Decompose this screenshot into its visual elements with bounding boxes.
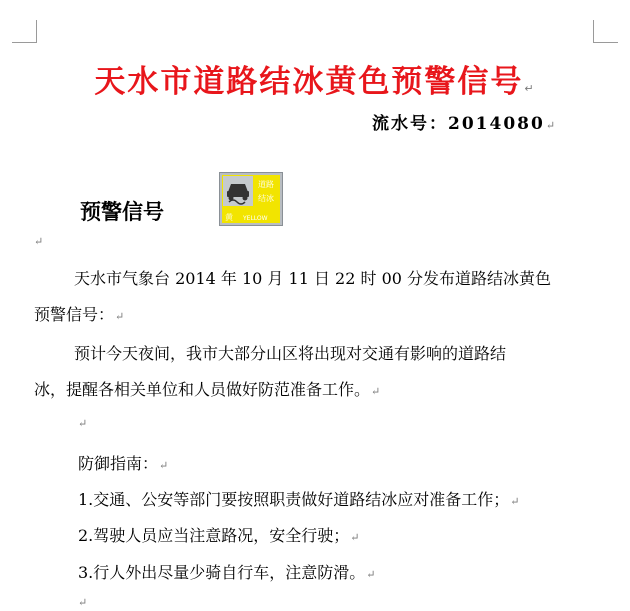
icon-text-bottom-left: 黄 (225, 213, 233, 222)
paragraph-mark: ↵ (115, 310, 125, 323)
paragraph-mark: ↵ (34, 235, 44, 248)
paragraph-mark: ↵ (159, 459, 169, 472)
paragraph-mark: ↵ (350, 531, 360, 544)
body-paragraph-1-line-1: 天水市气象台 2014 年 10 月 11 日 22 时 00 分发布道路结冰黄色 (74, 269, 552, 288)
crop-mark-top-right (593, 20, 618, 43)
guide-item-3: 3.行人外出尽量少骑自行车，注意防滑。↵ (78, 563, 376, 582)
body-paragraph-1-line-2: 预警信号：↵ (34, 305, 125, 324)
paragraph-mark: ↵ (510, 495, 520, 508)
paragraph-mark: ↵ (545, 119, 558, 132)
road-icing-yellow-warning-icon (219, 172, 283, 226)
signal-label: 预警信号 (80, 200, 164, 224)
serial-number: 流水号：2014080↵ (372, 114, 558, 134)
body-paragraph-2-line-1: 预计今天夜间，我市大部分山区将出现对交通有影响的道路结 (74, 344, 507, 363)
guide-item-1: 1.交通、公安等部门要按照职责做好道路结冰应对准备工作；↵ (78, 490, 520, 509)
document-title: 天水市道路结冰黄色预警信号↵ (94, 64, 536, 100)
paragraph-mark: ↵ (371, 385, 381, 398)
icon-text-top: 道路 (258, 180, 274, 189)
paragraph-mark: ↵ (366, 568, 376, 581)
icon-text-mid: 结冰 (258, 194, 274, 203)
guide-item-2: 2.驾驶人员应当注意路况，安全行驶；↵ (78, 526, 360, 545)
paragraph-mark: ↵ (78, 417, 88, 430)
guide-heading: 防御指南：↵ (78, 454, 169, 473)
paragraph-mark: ↵ (524, 82, 536, 95)
icon-text-bottom-right: YELLOW (243, 215, 268, 222)
crop-mark-top-left (12, 20, 37, 43)
body-paragraph-2-line-2: 冰，提醒各相关单位和人员做好防范准备工作。↵ (34, 380, 381, 399)
paragraph-mark: ↵ (78, 596, 88, 609)
